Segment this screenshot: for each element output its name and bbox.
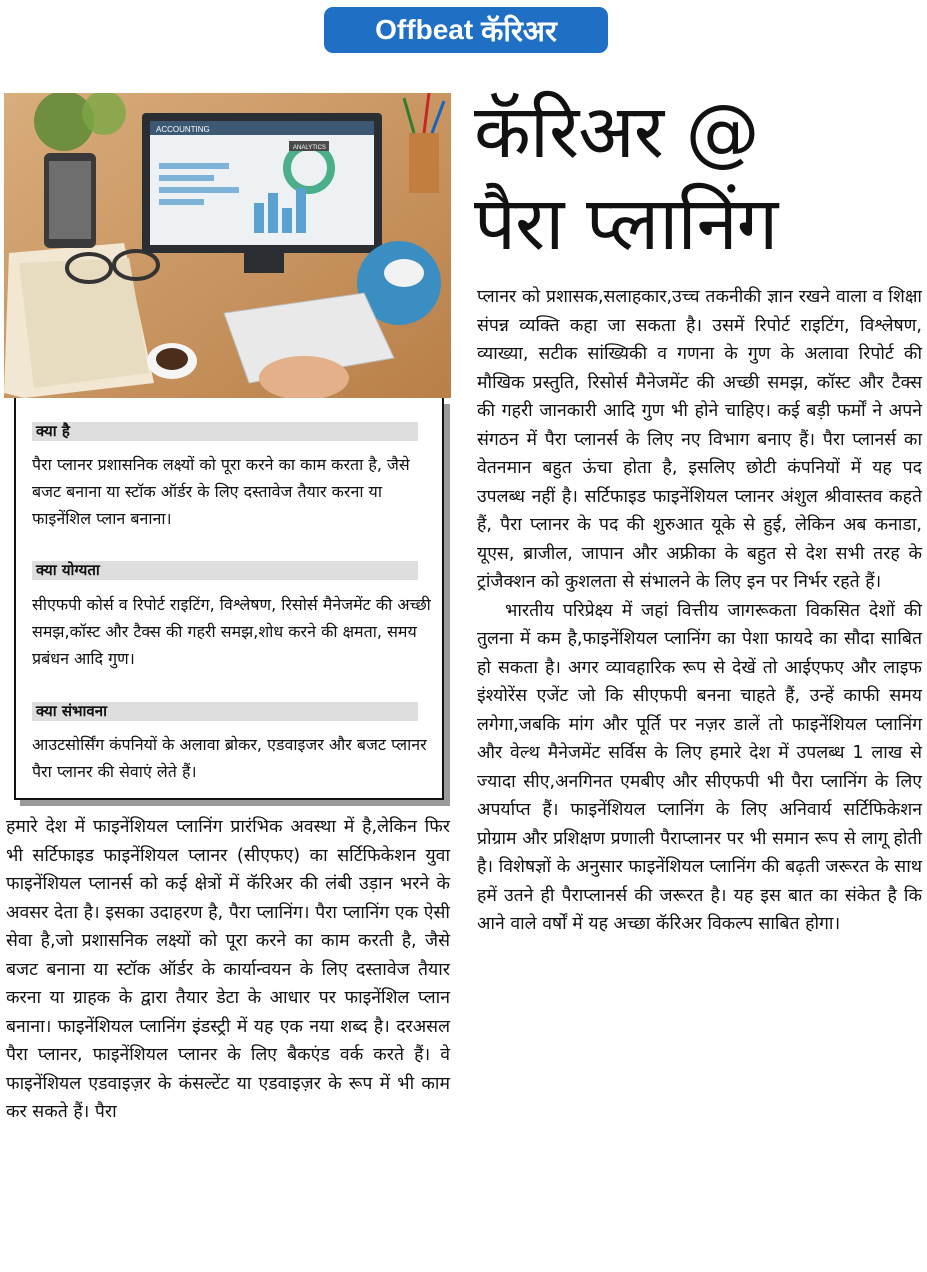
article-photo — [4, 93, 451, 398]
chart-label: ANALYTICS — [293, 145, 326, 151]
badge-english-text: Offbeat — [375, 14, 474, 45]
info-text-qualification: सीएफपी कोर्स व रिपोर्ट राइटिंग, विश्लेषण, रिसोर्स मैनेजमेंट की अच्छी समझ,कॉस्ट और टैक्स की गहरी समझ,शोध करने की क्षमता, समय प्रबंधन आदि गुण। — [32, 595, 431, 668]
headline — [474, 86, 924, 270]
article-paragraph: भारतीय परिप्रेक्ष्य में जहां वित्तीय जागरूकता विकसित देशों की तुलना में कम है,फाइनेंशियल प्लानिंग का पेशा फायदे का सौदा साबित हो सकता है। अगर व्यावहारिक रूप से देखें तो आईएफए और लाइफ इंश्योरेंस एजेंट जो कि सीएफपी बनना चाहते हैं, उन्हें काफी समय लगेगा,जबकि मांग और पूर्ति पर नज़र डालें तो फाइनेंशियल प्लानिंग और वेल्थ मैनेजमेंट सर्विस के लिए हमारे देश में उपलब्ध 1 लाख से ज्यादा सीए,अनगिनत एमबीए और सीएफपी भी पैरा प्लानिंग के लिए अपर्याप्त हैं। फाइनेंशियल प्लानिंग के लिए अनिवार्य सर्टिफिकेशन प्रोग्राम और प्रशिक्षण प्रणाली पैराप्लानर पर भी समान रूप से लागू होती है। विशेषज्ञों के अनुसार फाइनेंशियल प्लानिंग की बढ़ती जरूरत के साथ हमें उतने ही पैराप्लानर्स की जरूरत है। यह इस बात का संकेत है कि आने वाले वर्षों में यह अच्छा कॅरिअर विकल्प साबित होगा। — [477, 600, 922, 934]
info-heading-qualification: क्या योग्यता — [32, 561, 418, 580]
info-heading-prospects: क्या संभावना — [32, 702, 418, 721]
headline-line-1: कॅरिअर @ — [474, 89, 759, 175]
article-paragraph: प्लानर को प्रशासक,सलाहकार,उच्च तकनीकी ज्ञान रखने वाला व शिक्षा संपन्न व्यक्ति कहा जा सकता है। उसमें रिपोर्ट राइटिंग, विश्लेषण, व्याख्या, सटीक सांख्यिकी व गणना के गुण के अलावा रिपोर्ट की मौखिक प्रस्तुति, रिसोर्स मैनेजमेंट की अच्छी समझ, कॉस्ट और टैक्स की गहरी जानकारी आदि गुण भी होने चाहिए। कई बड़ी फर्मों ने अपने संगठन में पैरा प्लानर्स के लिए नए विभाग बनाए हैं। पैरा प्लानर्स का वेतनमान बहुत ऊंचा होता है, इसलिए छोटी कंपनियों में यह पद उपलब्ध नहीं है। सर्टिफाइड फाइनेंशियल प्लानर अंशुल श्रीवास्तव कहते हैं, पैरा प्लानर के पद की शुरुआत यूके से हुई, लेकिन अब कनाडा, यूएस, ब्राजील, जापान और अफ्रीका के बहुत से देश सभी तरह के ट्रांजैक्शन को कुशलता से संभालने के लिए इन पर निर्भर रहते हैं। — [477, 287, 922, 592]
info-heading-what: क्या है — [32, 422, 418, 441]
info-box — [14, 398, 444, 800]
screen-label: ACCOUNTING — [156, 125, 210, 134]
article-paragraph: हमारे देश में फाइनेंशियल प्लानिंग प्रारंभिक अवस्था में है,लेकिन फिर भी सर्टिफाइड फाइनेंशियल प्लानर (सीएफए) का सर्टिफिकेशन युवा फाइनेंशियल प्लानर्स को कई क्षेत्रों में कॅरिअर की लंबी उड़ान भरने के अवसर देता है। इसका उदाहरण है, पैरा प्लानिंग। पैरा प्लानिंग एक ऐसी सेवा है,जो प्रशासनिक लक्ष्यों को पूरा करने का काम करती है, जैसे बजट बनाना या स्टॉक ऑर्डर के कार्यान्वयन के लिए दस्तावेज तैयार करना या ग्राहक के द्वारा तैयार डेटा के आधार पर फाइनेंशिल प्लान बनाना। फाइनेंशियल प्लानिंग इंडस्ट्री में यह एक नया शब्द है। दरअसल पैरा प्लानर, फाइनेंशियल प्लानर के लिए बैकएंड वर्क करते हैं। वे फाइनेंशियल एडवाइज़र के कंसल्टेंट या एडवाइज़र के रूप में भी काम कर सकते हैं। पैरा — [6, 817, 450, 1122]
info-text-what: पैरा प्लानर प्रशासनिक लक्ष्यों को पूरा करने का काम करता है, जैसे बजट बनाना या स्टॉक ऑर्डर के लिए दस्तावेज तैयार करना या फाइनेंशिल प्लान बनाना। — [32, 455, 410, 528]
article-left-column — [6, 813, 450, 1127]
article-right-column — [477, 283, 922, 939]
headline-line-2: पैरा प्लानिंग — [474, 181, 778, 267]
info-text-prospects: आउटसोर्सिंग कंपनियों के अलावा ब्रोकर, एडवाइजर और बजट प्लानर पैरा प्लानर की सेवाएं लेते हैं। — [32, 735, 427, 781]
section-badge — [324, 7, 608, 53]
badge-hindi-text: कॅरिअर — [481, 13, 557, 48]
desk-illustration — [4, 93, 451, 398]
